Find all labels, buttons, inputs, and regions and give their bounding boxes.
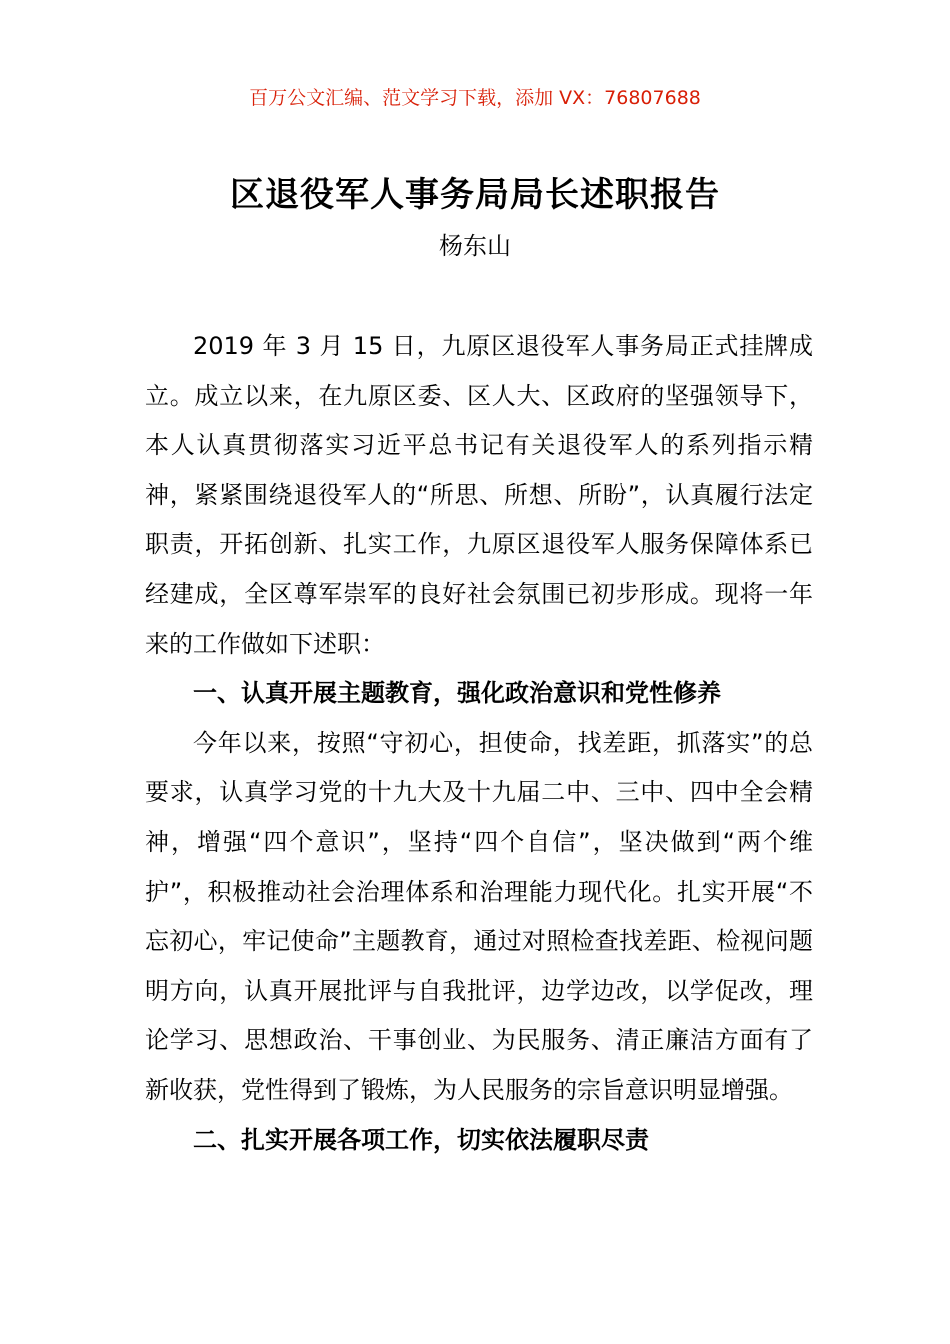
section-1-paragraph: 今年以来，按照“守初心，担使命，找差距，抓落实”的总要求，认真学习党的十九大及十九届二中、三中、四中全会精神，增强“四个意识”，坚持“四个自信”，坚决做到“两个维护”，积极推动社会治理体系和治理能力现代化。扎实开展“不忘初心，牢记使命”主题教育，通过对照检查找差距、检视问题明方向，认真开展批评与自我批评，边学边改，以学促改，理论学习、思想政治、干事创业、为民服务、清正廉洁方面有了新收获，党性得到了锻炼，为人民服务的宗旨意识明显增强。 — [145, 728, 813, 1104]
document-body — [145, 322, 813, 1165]
section-heading-1: 一、认真开展主题教育，强化政治意识和党性修养 — [193, 679, 721, 708]
document-author: 杨东山 — [439, 232, 511, 260]
document-title: 区退役军人事务局局长述职报告 — [230, 175, 720, 215]
watermark-banner: 百万公文汇编、范文学习下载，添加 VX：76807688 — [249, 87, 701, 109]
intro-paragraph: 2019 年 3 月 15 日，九原区退役军人事务局正式挂牌成立。成立以来，在九原区委、区人大、区政府的坚强领导下，本人认真贯彻落实习近平总书记有关退役军人的系列指示精神，紧紧围绕退役军人的“所思、所想、所盼”，认真履行法定职责，开拓创新、扎实工作，九原区退役军人服务保障体系已经建成，全区尊军崇军的良好社会氛围已初步形成。现将一年来的工作做如下述职： — [145, 332, 813, 658]
section-heading-2: 二、扎实开展各项工作，切实依法履职尽责 — [193, 1125, 649, 1154]
